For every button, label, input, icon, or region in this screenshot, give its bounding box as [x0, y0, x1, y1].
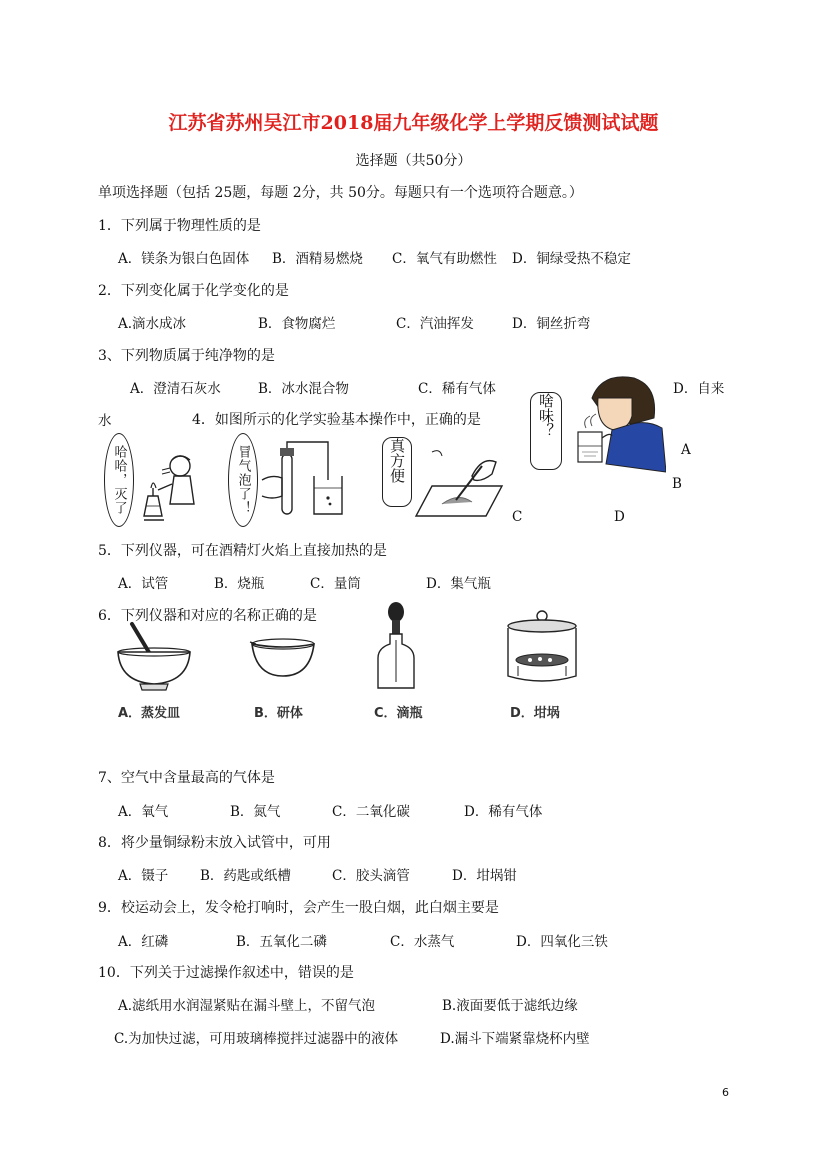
- q9-option-c: C．水蒸气: [390, 934, 455, 950]
- q1-option-a: A．镁条为银白色固体: [118, 251, 250, 267]
- q6-figure-d-crucible: [504, 610, 580, 688]
- q8-stem: 8．将少量铜绿粉末放入试管中，可用: [98, 835, 331, 851]
- page-number: 6: [722, 1086, 729, 1099]
- q1-option-b: B．酒精易燃烧: [272, 251, 363, 267]
- q2-stem: 2．下列变化属于化学变化的是: [98, 283, 289, 299]
- q10-option-a: A.滤纸用水润湿紧贴在漏斗壁上，不留气泡: [118, 998, 376, 1014]
- q6-stem: 6．下列仪器和对应的名称正确的是: [98, 608, 317, 624]
- q4-figure-c-powder-on-paper: [412, 446, 508, 520]
- q4-figure-d-smelling-gas: [562, 368, 666, 476]
- q10-stem: 10．下列关于过滤操作叙述中，错误的是: [98, 965, 354, 981]
- q5-stem: 5．下列仪器，可在酒精灯火焰上直接加热的是: [98, 543, 387, 559]
- q5-option-c: C．量筒: [310, 576, 361, 592]
- q4-label-a: A: [681, 442, 691, 458]
- q4-bubble-a: 哈哈，灭了: [104, 433, 134, 527]
- q7-option-b: B．氮气: [230, 804, 281, 820]
- q3-option-d: D．自来: [673, 381, 725, 397]
- q4-bubble-d: [530, 392, 562, 470]
- q2-option-a: A.滴水成冰: [118, 316, 187, 332]
- q8-option-b: B．药匙或纸槽: [200, 868, 291, 884]
- q8-option-d: D．坩埚钳: [452, 868, 517, 884]
- q6-caption-b: B．研体: [254, 706, 303, 721]
- q4-figure-a-blowing-lamp: [134, 450, 216, 526]
- q4-label-c: C: [512, 509, 523, 525]
- q9-option-a: A．红磷: [118, 934, 169, 950]
- q2-option-b: B．食物腐烂: [258, 316, 336, 332]
- q3-option-d-continued: 水: [98, 413, 112, 429]
- q9-stem: 9．校运动会上，发令枪打响时，会产生一股白烟，此白烟主要是: [98, 900, 499, 916]
- q1-stem: 1．下列属于物理性质的是: [98, 218, 261, 234]
- q2-option-d: D．铜丝折弯: [512, 316, 591, 332]
- q7-stem: 7、空气中含量最高的气体是: [98, 770, 275, 786]
- q4-bubble-d-text: 啥味？: [537, 393, 555, 438]
- q3-option-c: C．稀有气体: [418, 381, 496, 397]
- q6-figure-b-evaporating-dish: [248, 636, 318, 680]
- q10-option-d: D.漏斗下端紧靠烧杯内壁: [440, 1031, 590, 1047]
- q7-option-c: C．二氧化碳: [332, 804, 410, 820]
- q10-option-c: C.为加快过滤，可用玻璃棒搅拌过滤器中的液体: [114, 1031, 399, 1047]
- q6-figure-c-dropper-bottle: [374, 600, 418, 694]
- q9-option-d: D．四氧化三铁: [516, 934, 608, 950]
- q5-option-d: D．集气瓶: [426, 576, 491, 592]
- page-title: 江苏省苏州吴江市2018届九年级化学上学期反馈测试试题: [168, 112, 659, 134]
- q1-option-d: D．铜绿受热不稳定: [512, 251, 631, 267]
- q4-bubble-c: [382, 437, 412, 507]
- q9-option-b: B．五氧化二磷: [236, 934, 327, 950]
- section-heading: 选择题（共50分）: [355, 153, 472, 169]
- q4-stem: 4．如图所示的化学实验基本操作中，正确的是: [192, 412, 481, 428]
- q6-figure-a-mortar: [112, 618, 196, 692]
- q7-option-d: D．稀有气体: [464, 804, 543, 820]
- q3-stem: 3、下列物质属于纯净物的是: [98, 348, 275, 364]
- q6-caption-d: D．坩埚: [510, 706, 560, 721]
- q4-bubble-c-text: 真方便: [388, 438, 406, 483]
- instruction: 单项选择题（包括 25题，每题 2分，共 50分。每题只有一个选项符合题意。）: [98, 185, 583, 201]
- q3-option-b: B．冰水混合物: [258, 381, 349, 397]
- q5-option-a: A．试管: [118, 576, 169, 592]
- q6-caption-a: A．蒸发皿: [118, 706, 181, 721]
- q4-bubble-b: 冒气泡了！: [228, 433, 258, 527]
- q4-label-d: D: [614, 509, 625, 525]
- q2-option-c: C．汽油挥发: [396, 316, 474, 332]
- q1-option-c: C．氧气有助燃性: [392, 251, 497, 267]
- q4-label-b: B: [672, 476, 682, 492]
- q4-figure-b-airtightness-check: [258, 440, 350, 526]
- q7-option-a: A．氧气: [118, 804, 169, 820]
- q3-option-a: A．澄清石灰水: [130, 381, 221, 397]
- q10-option-b: B.液面要低于滤纸边缘: [442, 998, 578, 1014]
- q8-option-c: C．胶头滴管: [332, 868, 410, 884]
- q5-option-b: B．烧瓶: [214, 576, 265, 592]
- q6-caption-c: C．滴瓶: [374, 706, 423, 721]
- q8-option-a: A．镊子: [118, 868, 169, 884]
